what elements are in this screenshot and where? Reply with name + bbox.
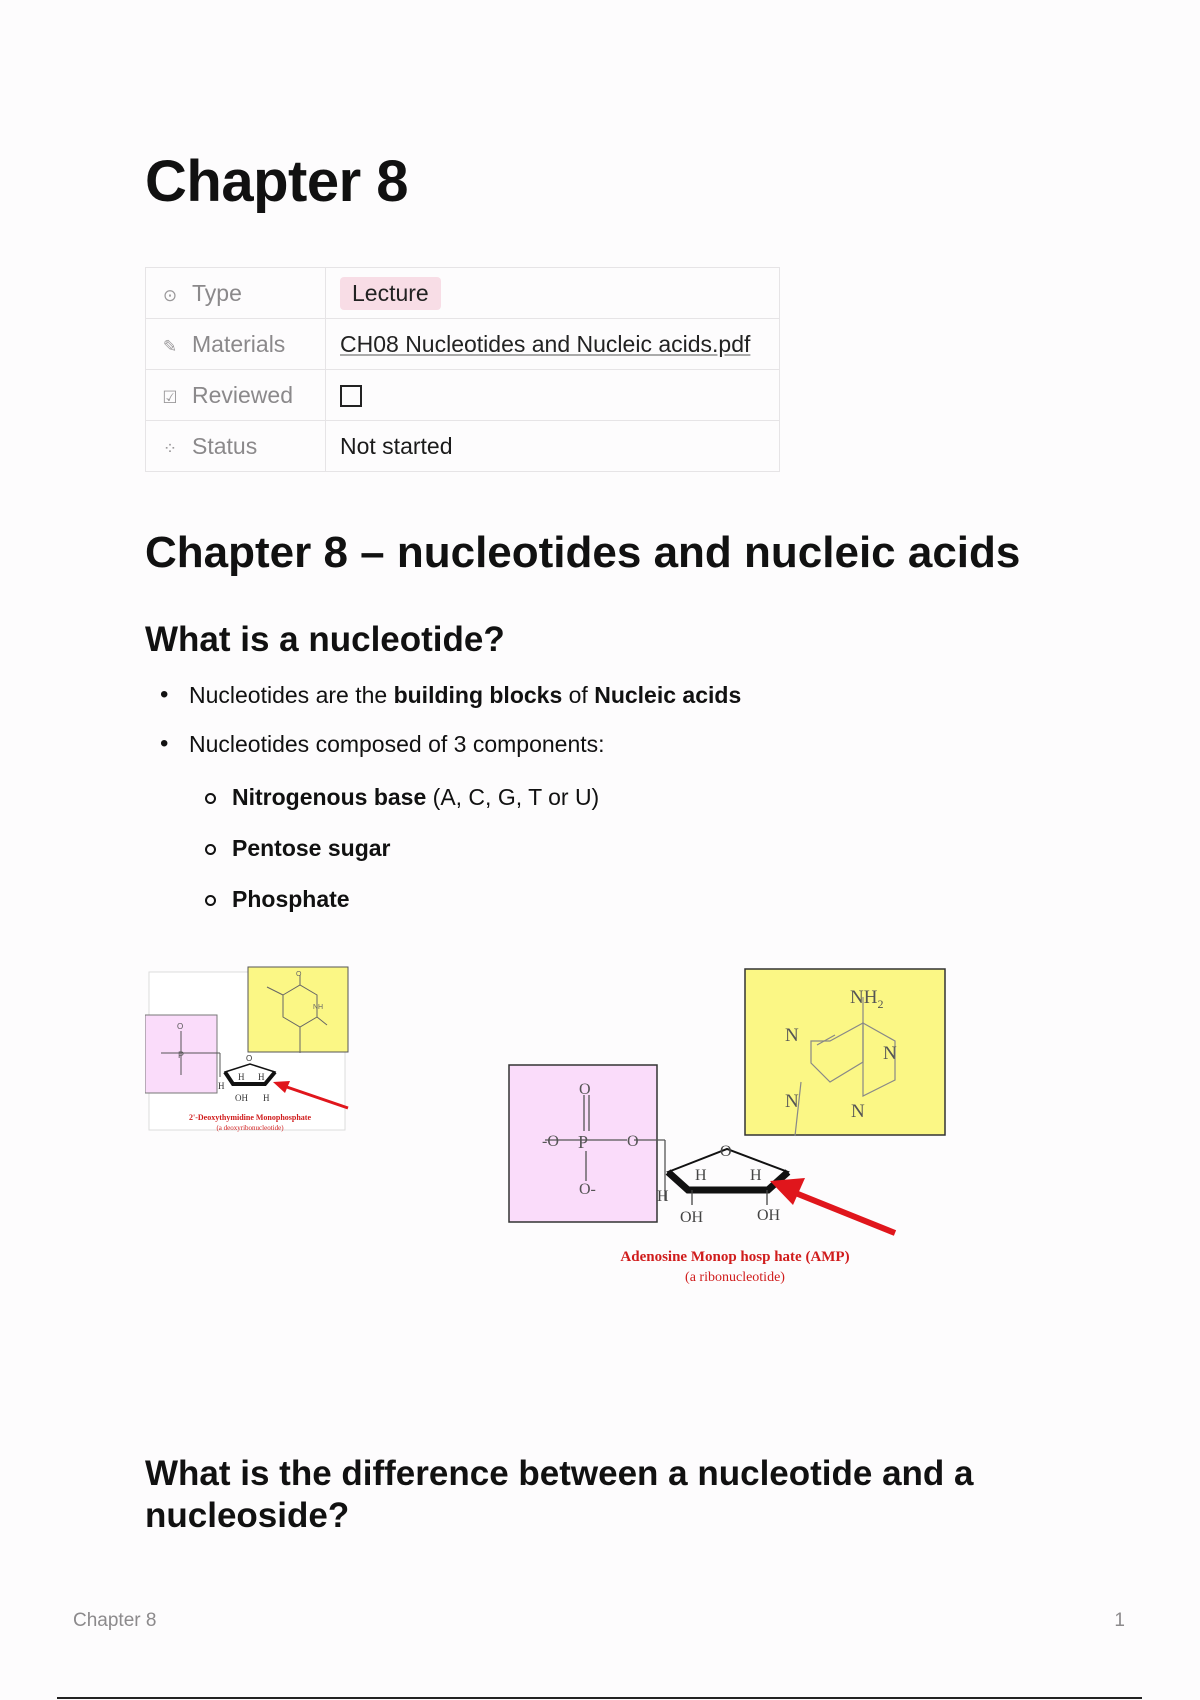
property-row-status bbox=[146, 421, 780, 472]
atom-label: H bbox=[750, 1167, 762, 1184]
materials-file-link[interactable]: CH08 Nucleotides and Nucleic acids.pdf bbox=[340, 330, 751, 357]
atom-label: H bbox=[218, 1081, 225, 1091]
property-row-reviewed bbox=[146, 370, 780, 421]
property-row-materials bbox=[146, 319, 780, 370]
list-item: Phosphate bbox=[190, 882, 599, 933]
atom-label: N bbox=[851, 1101, 865, 1122]
page-title: Chapter 8 bbox=[145, 149, 409, 214]
atom-label: N bbox=[785, 1091, 799, 1112]
atom-label: O bbox=[177, 1022, 184, 1031]
property-label: Status bbox=[192, 432, 258, 459]
atom-label: P bbox=[578, 1132, 589, 1152]
status-value[interactable]: Not started bbox=[326, 421, 780, 472]
base-box bbox=[745, 969, 945, 1135]
page-number: 1 bbox=[1114, 1610, 1125, 1631]
atom-label: OH bbox=[235, 1093, 248, 1103]
property-row-type bbox=[146, 268, 780, 319]
reviewed-checkbox[interactable] bbox=[340, 385, 362, 407]
list-item: Pentose sugar bbox=[190, 831, 599, 882]
figure-subcaption: (a deoxyribonucleotide) bbox=[216, 1124, 284, 1132]
property-label: Type bbox=[192, 279, 242, 306]
subheading-nucleotide: What is a nucleotide? bbox=[145, 620, 505, 659]
type-value-cell[interactable] bbox=[326, 268, 780, 319]
atom-label: N bbox=[785, 1025, 799, 1046]
list-item: Nitrogenous base (A, C, G, T or U) bbox=[190, 780, 599, 831]
atom-label: -O bbox=[542, 1133, 559, 1150]
arrow-icon bbox=[788, 1190, 895, 1233]
footer-divider bbox=[57, 1697, 1142, 1699]
atom-label: NH bbox=[313, 1004, 324, 1011]
component-list bbox=[190, 780, 599, 933]
subheading-difference: What is the difference between a nucleotide and a nucleoside? bbox=[145, 1454, 974, 1535]
atom-label: O bbox=[579, 1081, 591, 1098]
atom-label: H bbox=[263, 1093, 270, 1103]
property-label: Materials bbox=[192, 330, 286, 357]
bullet-list bbox=[145, 678, 1045, 776]
list-item: • Nucleotides are the building blocks of Nucleic acids bbox=[145, 678, 1045, 727]
atom-label: P bbox=[178, 1050, 185, 1060]
atom-label: H bbox=[258, 1072, 265, 1082]
checkbox-icon: ☑ bbox=[162, 387, 178, 407]
atom-label: OH bbox=[757, 1207, 781, 1224]
atom-label: O- bbox=[579, 1181, 596, 1198]
atom-label: O bbox=[296, 971, 302, 978]
dtmp-diagram bbox=[145, 965, 355, 1135]
atom-label: OH bbox=[680, 1209, 704, 1226]
figure-caption: 2'-Deoxythymidine Monophosphate bbox=[188, 1113, 312, 1122]
atom-label: O bbox=[627, 1133, 639, 1150]
atom-label: H bbox=[695, 1167, 707, 1184]
atom-label: H bbox=[238, 1072, 245, 1082]
atom-label: H bbox=[657, 1188, 669, 1205]
atom-label: N bbox=[883, 1043, 897, 1064]
properties-table bbox=[145, 267, 780, 472]
atom-label: O bbox=[246, 1054, 253, 1063]
base-box bbox=[248, 967, 348, 1052]
atom-label: $NH_2$ bbox=[850, 987, 884, 1011]
figure-subcaption: (a ribonucleotide) bbox=[685, 1270, 785, 1285]
select-icon: ⊙ bbox=[162, 285, 178, 305]
paperclip-icon: ✎ bbox=[162, 336, 178, 356]
section-heading: Chapter 8 – nucleotides and nucleic acids bbox=[145, 528, 1021, 577]
footer-title: Chapter 8 bbox=[73, 1610, 157, 1631]
property-label: Reviewed bbox=[192, 381, 293, 408]
status-icon: ⁘ bbox=[162, 438, 178, 458]
type-tag[interactable]: Lecture bbox=[340, 277, 441, 310]
amp-diagram bbox=[505, 965, 955, 1295]
figure-caption: Adenosine Monop hosp hate (AMP) bbox=[620, 1249, 850, 1265]
list-item: • Nucleotides composed of 3 components: bbox=[145, 727, 1045, 776]
atom-label: O bbox=[720, 1143, 732, 1160]
